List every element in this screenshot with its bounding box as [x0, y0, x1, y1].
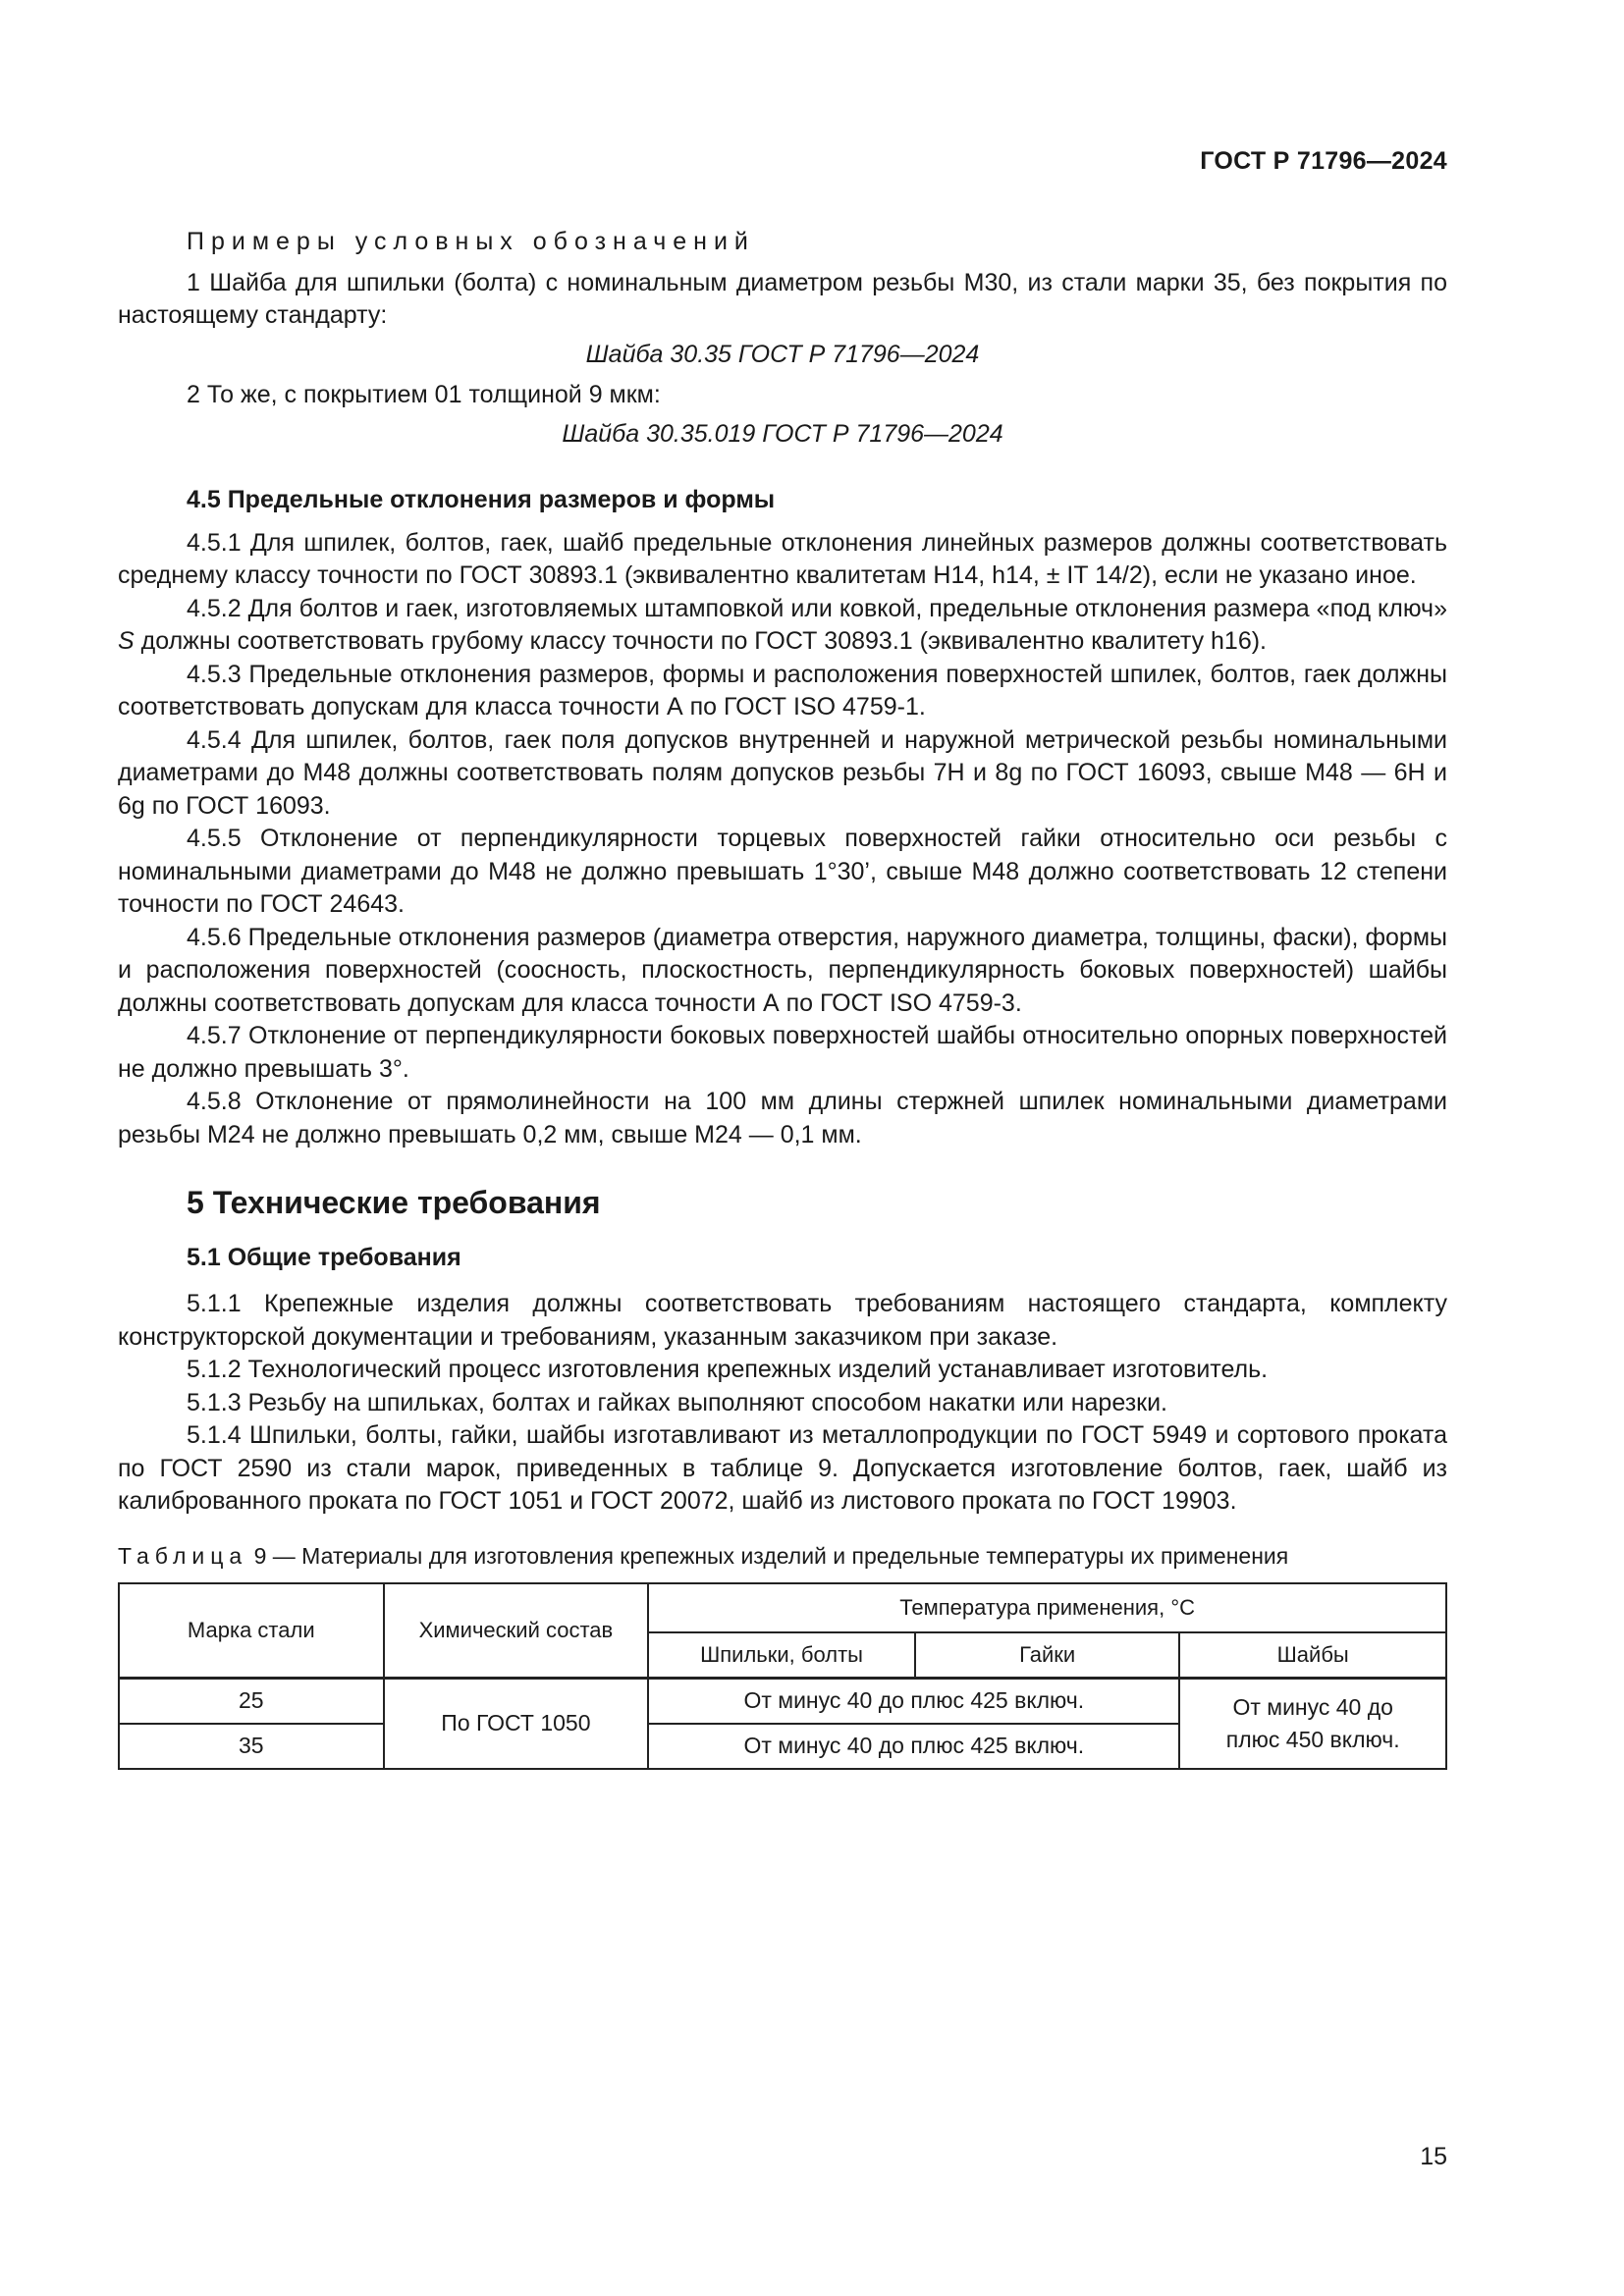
- example-1-designation: Шайба 30.35 ГОСТ Р 71796—2024: [585, 340, 980, 368]
- section-4-5-heading: 4.5 Предельные отклонения размеров и формы: [187, 486, 776, 513]
- header-temp: Температура применения, °С: [648, 1583, 1446, 1632]
- para-5-1-1: 5.1.1 Крепежные изделия должны соответствовать требованиям настоящего стандарта, комплекту конструкторской документации и требованиям, указанным заказчиком при заказе.: [118, 1290, 1447, 1351]
- para-5-1-4: 5.1.4 Шпильки, болты, гайки, шайбы изготавливают из металлопродукции по ГОСТ 5949 и сортового проката по ГОСТ 2590 из стали марок, приведенных в таблице 9. Допускается изготовление болтов, гаек, шайб из калиброванного проката по ГОСТ 1051 и ГОСТ 20072, шайб из листового проката по ГОСТ 19903.: [118, 1421, 1447, 1515]
- page-number: 15: [1420, 2143, 1447, 2170]
- cell-chem: По ГОСТ 1050: [384, 1679, 649, 1770]
- cell-grade: 25: [119, 1679, 384, 1725]
- para-4-5-2-pre: 4.5.2 Для болтов и гаек, изготовляемых штамповкой или ковкой, предельные отклонения размера «под ключ»: [187, 594, 1447, 622]
- section-5-1-heading: 5.1 Общие требования: [187, 1243, 461, 1271]
- table-header-row: [119, 1583, 1446, 1632]
- para-4-5-5: 4.5.5 Отклонение от перпендикулярности торцевых поверхностей гайки относительно оси резьбы с номинальными диаметрами до М48 не должно превышать 1°30’, свыше М48 должно соответствовать 12 степени точности по ГОСТ 24643.: [118, 825, 1447, 918]
- header-grade: Марка стали: [119, 1583, 384, 1679]
- para-4-5-7: 4.5.7 Отклонение от перпендикулярности боковых поверхностей шайбы относительно опорных поверхностей не должно превышать 3°.: [118, 1022, 1447, 1083]
- header-washers: Шайбы: [1179, 1632, 1446, 1679]
- para-4-5-1: 4.5.1 Для шпилек, болтов, гаек, шайб предельные отклонения линейных размеров должны соответствовать среднему классу точности по ГОСТ 30893.1 (эквивалентно квалитетам H14, h14, ± IT 14/2), если не указано иное.: [118, 528, 1447, 589]
- table-9: [118, 1582, 1447, 1770]
- table-caption-word: Таблица: [118, 1542, 248, 1569]
- para-5-1-2: 5.1.2 Технологический процесс изготовления крепежных изделий устанавливает изготовитель.: [187, 1356, 1269, 1383]
- header-nuts: Гайки: [915, 1632, 1180, 1679]
- example-2-designation: Шайба 30.35.019 ГОСТ Р 71796—2024: [562, 419, 1003, 448]
- page-content: [118, 226, 1447, 1770]
- washers-line-1: От минус 40 до: [1232, 1693, 1393, 1720]
- para-4-5-3: 4.5.3 Предельные отклонения размеров, формы и расположения поверхностей шпилек, болтов, гаек должны соответствовать допускам для класса точности А по ГОСТ ISO 4759-1.: [118, 660, 1447, 721]
- table-caption-text: 9 — Материалы для изготовления крепежных изделий и предельные температуры их применения: [247, 1542, 1289, 1569]
- example-1: 1 Шайба для шпильки (болта) с номинальным диаметром резьбы М30, из стали марки 35, без покрытия по настоящему стандарту:: [118, 268, 1447, 329]
- table-row: [119, 1679, 1446, 1725]
- para-4-5-2: [118, 593, 1447, 659]
- examples-title: Примеры условных обозначений: [187, 228, 755, 255]
- cell-grade: 35: [119, 1724, 384, 1769]
- standard-code: ГОСТ Р 71796—2024: [1200, 147, 1447, 175]
- para-5-1-3: 5.1.3 Резьбу на шпильках, болтах и гайках выполняют способом накатки или нарезки.: [187, 1388, 1167, 1416]
- example-2: 2 То же, с покрытием 01 толщиной 9 мкм:: [187, 381, 661, 408]
- para-4-5-4: 4.5.4 Для шпилек, болтов, гаек поля допусков внутренней и наружной метрической резьбы номинальными диаметрами до М48 должны соответствовать полям допусков резьбы 7H и 8g по ГОСТ 16093, свыше М48 — 6H и 6g по ГОСТ 16093.: [118, 725, 1447, 820]
- cell-temp: От минус 40 до плюс 425 включ.: [648, 1679, 1179, 1725]
- para-4-5-8: 4.5.8 Отклонение от прямолинейности на 100 мм длины стержней шпилек номинальными диаметрами резьбы М24 не должно превышать 0,2 мм, свыше М24 — 0,1 мм.: [118, 1088, 1447, 1148]
- header-chem: Химический состав: [384, 1583, 649, 1679]
- table-9-caption: [118, 1540, 1447, 1574]
- cell-washers: [1179, 1679, 1446, 1770]
- washers-line-2: плюс 450 включ.: [1225, 1727, 1400, 1752]
- para-4-5-6: 4.5.6 Предельные отклонения размеров (диаметра отверстия, наружного диаметра, толщины, фаски), формы и расположения поверхностей (соосность, плоскостность, перпендикулярность боковых поверхностей) шайбы должны соответствовать допускам для класса точности А по ГОСТ ISO 4759-3.: [118, 923, 1447, 1017]
- para-4-5-2-post: должны соответствовать грубому классу точности по ГОСТ 30893.1 (эквивалентно квалитету h16).: [134, 627, 1267, 655]
- para-4-5-2-var: S: [118, 627, 135, 655]
- cell-temp: От минус 40 до плюс 425 включ.: [648, 1724, 1179, 1769]
- header-studs: Шпильки, болты: [648, 1632, 915, 1679]
- section-5-heading: 5 Технические требования: [187, 1185, 601, 1220]
